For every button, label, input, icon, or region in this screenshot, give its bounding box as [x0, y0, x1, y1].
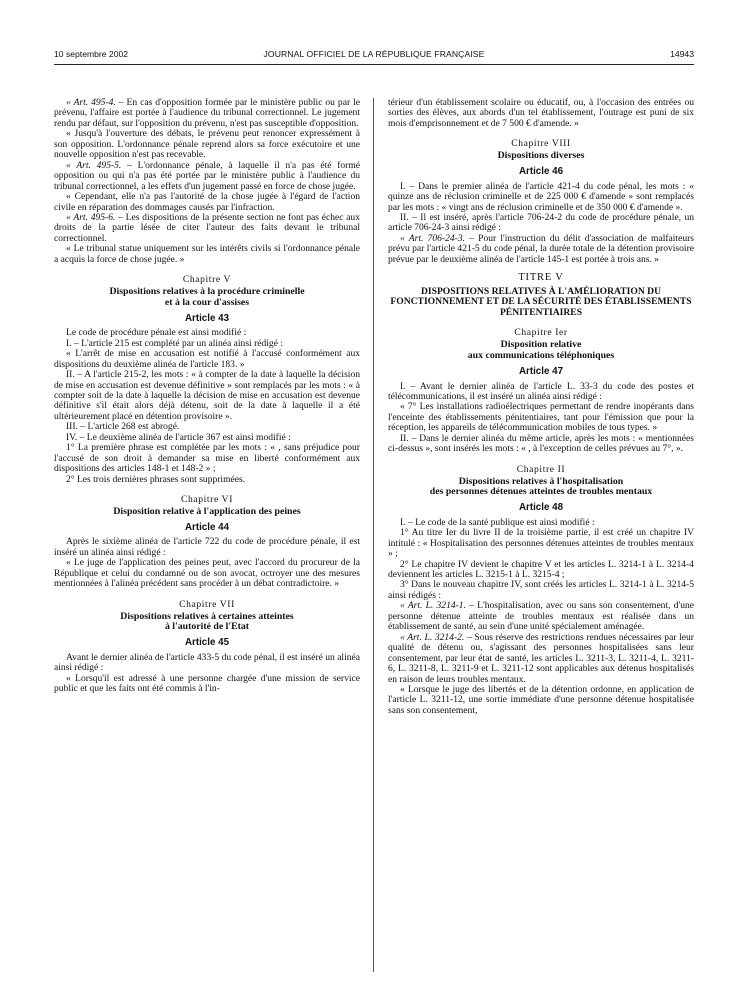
chapter-title: Dispositions relatives à l'hospitalisation des personnes détenues atteintes de troubles mentaux	[429, 475, 653, 498]
paragraph: « Art. 495-6. – Les dispositions de la présente section ne font pas échec aux droits de la partie lésée de citer l'auteur des faits devant le tribunal correctionnel.	[54, 211, 360, 244]
paragraph: « Art. L. 3214-1. – L'hospitalisation, avec ou sans son consentement, d'une personne détenue atteinte de troubles mentaux est réalisée dans un établissement de santé, au sein d'une unité spécialement aménagée.	[388, 600, 694, 633]
right-column	[388, 98, 694, 716]
paragraph: « Art. 706-24-3. – Pour l'instruction du délit d'association de malfaiteurs prévu par l'article 421-5 du code pénal, la durée totale de la détention provisoire prévue par le deuxième alinéa de l'article 145-1 est portée à trois ans. »	[388, 232, 694, 265]
paragraph: « Art. L. 3214-2. – Sous réserve des restrictions rendues nécessaires par leur qualité de détenu ou, s'agissant des personnes hospitalisées sans leur consentement, par leur état de santé, les articles L. 3211-3, L. 3211-4, L. 3211-6, L. 3211-8, L. 3211-9 et L. 3211-12 sont applicables aux détenus hospitalisés en raison de leurs troubles mentaux.	[388, 631, 694, 685]
title-text: DISPOSITIONS RELATIVES À L'AMÉLIORATION DU FONCTIONNEMENT ET DE LA SÉCURITÉ DES ÉTABLISSEMENTS PÉNITENTIAIRES	[390, 285, 692, 318]
header-journal-title: JOURNAL OFFICIEL DE LA RÉPUBLIQUE FRANÇAISE	[263, 49, 485, 59]
header-page-number: 14943	[670, 49, 694, 59]
column-divider	[373, 98, 374, 972]
paragraph: « Le tribunal statue uniquement sur les intérêts civils si l'ordonnance pénale a acquis la force de chose jugée. »	[54, 243, 360, 265]
chapter-title: Dispositions diverses	[497, 150, 585, 162]
article-heading: Article 43	[184, 312, 230, 324]
paragraph: I. – L'article 215 est complété par un alinéa ainsi rédigé :	[66, 337, 283, 349]
paragraph: 3° Dans le nouveau chapitre IV, sont créés les articles L. 3214-1 à L. 3214-5 ainsi rédigés :	[388, 579, 694, 601]
page-header	[54, 49, 694, 63]
chapter-title: Dispositions relatives à la procédure criminelle et à la cour d'assises	[109, 286, 305, 309]
article-heading: Article 47	[518, 366, 564, 378]
paragraph: 2° Le chapitre IV devient le chapitre V et les articles L. 3214-1 à L. 3214-4 deviennent les articles L. 3215-1 à L. 3215-4 ;	[388, 558, 694, 580]
paragraph: « Cependant, elle n'a pas l'autorité de la chose jugée à l'égard de l'action civile en réparation des dommages causés par l'infraction.	[54, 191, 360, 213]
article-heading: Article 48	[518, 502, 564, 514]
header-rule	[54, 64, 694, 65]
chapter-title: Disposition relative aux communications téléphoniques	[467, 339, 615, 362]
paragraph: III. – L'article 268 est abrogé.	[66, 421, 180, 433]
chapter-title: Disposition relative à l'application des peines	[113, 506, 301, 518]
title-heading: TITRE V	[518, 272, 564, 284]
chapter-heading: Chapitre Ier	[514, 327, 568, 339]
article-heading: Article 46	[518, 166, 564, 178]
paragraph: « 7° Les installations radioélectriques permettant de rendre inopérants dans l'enceinte des établissements pénitentiaires, tant pour l'émission que pour la réception, les appareils de télécommunication mobiles de tous types. »	[388, 401, 694, 434]
paragraph: 1° La première phrase est complétée par les mots : « , sans préjudice pour l'accusé de son droit à demander sa mise en liberté conformément aux dispositions des articles 148-1 et 148-2 » ;	[54, 442, 360, 475]
paragraph: « L'arrêt de mise en accusation est notifié à l'accusé conformément aux dispositions du deuxième alinéa de l'article 183. »	[54, 348, 360, 370]
paragraph: Après le sixième alinéa de l'article 722 du code de procédure pénale, il est inséré un alinéa ainsi rédigé :	[54, 536, 360, 558]
paragraph: II. – Il est inséré, après l'article 706-24-2 du code de procédure pénale, un article 706-24-3 ainsi rédigé :	[388, 211, 694, 234]
paragraph: « Lorsqu'il est adressé à une personne chargée d'une mission de service public et que les faits ont été commis à l'in-	[54, 672, 360, 695]
paragraph: 1° Au titre Ier du livre II de la troisième partie, il est créé un chapitre IV intitulé : « Hospitalisation des personnes détenues atteintes de troubles mentaux » ;	[388, 527, 694, 560]
paragraph: I. – Avant le dernier alinéa de l'article L. 33-3 du code des postes et télécommunications, il est inséré un alinéa ainsi rédigé :	[388, 380, 694, 402]
paragraph: térieur d'un établissement scolaire ou éducatif, ou, à l'occasion des entrées ou sorties des élèves, aux abords d'un tel établissement, l'outrage est puni de six mois d'emprisonnement et de 7 500 € d'amende. »	[388, 97, 694, 129]
paragraph: « Le juge de l'application des peines peut, avec l'accord du procureur de la République et celui du condamné ou de son avocat, octroyer une des mesures mentionnées à l'alinéa précédent sans procéder à un débat contradictoire. »	[54, 557, 360, 590]
paragraph: « Art. 495-4. – En cas d'opposition formée par le ministère public ou par le prévenu, l'affaire est portée à l'audience du tribunal correctionnel. Le jugement rendu par défaut, sur l'opposition du prévenu, n'est pas susceptible d'opposition.	[54, 97, 360, 129]
left-column	[54, 98, 360, 694]
chapter-title: Dispositions relatives à certaines atteintes à l'autorité de l'Etat	[120, 610, 294, 633]
paragraph: « Art. 495-5. – L'ordonnance pénale, à laquelle il n'a pas été formé opposition ou qui n'a pas été portée par le ministère public à l'audience du tribunal correctionnel, a les effets d'un jugement passé en force de chose jugée.	[54, 159, 360, 192]
paragraph: 2° Les trois dernières phrases sont supprimées.	[66, 473, 246, 485]
article-heading: Article 44	[184, 521, 230, 533]
paragraph: Avant le dernier alinéa de l'article 433-5 du code pénal, il est inséré un alinéa ainsi rédigé :	[54, 651, 360, 674]
chapter-heading: Chapitre VII	[179, 598, 235, 610]
paragraph: II. – Dans le dernier alinéa du même article, après les mots : « mentionnées ci-dessus », sont insérés les mots : « , à l'exception de celles prévues au 7°, ».	[388, 432, 694, 455]
chapter-heading: Chapitre VI	[181, 494, 233, 506]
header-date: 10 septembre 2002	[54, 49, 129, 59]
paragraph: « Jusqu'à l'ouverture des débats, le prévenu peut renoncer expressément à son opposition. L'ordonnance pénale reprend alors sa force exécutoire et une nouvelle opposition n'est pas recevable.	[54, 128, 360, 161]
chapter-heading: Chapitre V	[182, 274, 232, 286]
paragraph: IV. – Le deuxième alinéa de l'article 367 est ainsi modifié :	[66, 431, 291, 443]
paragraph: Le code de procédure pénale est ainsi modifié :	[66, 327, 247, 339]
paragraph: II. – A l'article 215-2, les mots : « à compter de la date à laquelle la décision de mise en accusation est devenue définitive » sont remplacés par les mots : « à compter soit de la date à laquelle la décision de mise en accusation est devenue définitive s'il était alors déjà détenu, soit de la date à laquelle il a été ultérieurement placé en détention provisoire ».	[54, 369, 360, 422]
paragraph: I. – Dans le premier alinéa de l'article 421-4 du code pénal, les mots : « quinze ans de réclusion criminelle et de 225 000 € d'amende » sont remplacés par les mots : « vingt ans de réclusion criminelle et de 350 000 € d'amende ».	[388, 180, 694, 213]
article-heading: Article 45	[184, 637, 230, 649]
paragraph: « Lorsque le juge des libertés et de la détention ordonne, en application de l'article L. 3211-12, une sortie immédiate d'une personne détenue hospitalisée sans son consentement,	[388, 683, 694, 716]
paragraph: I. – Le code de la santé publique est ainsi modifié :	[400, 516, 595, 528]
chapter-heading: Chapitre II	[516, 463, 566, 475]
chapter-heading: Chapitre VIII	[511, 138, 571, 150]
